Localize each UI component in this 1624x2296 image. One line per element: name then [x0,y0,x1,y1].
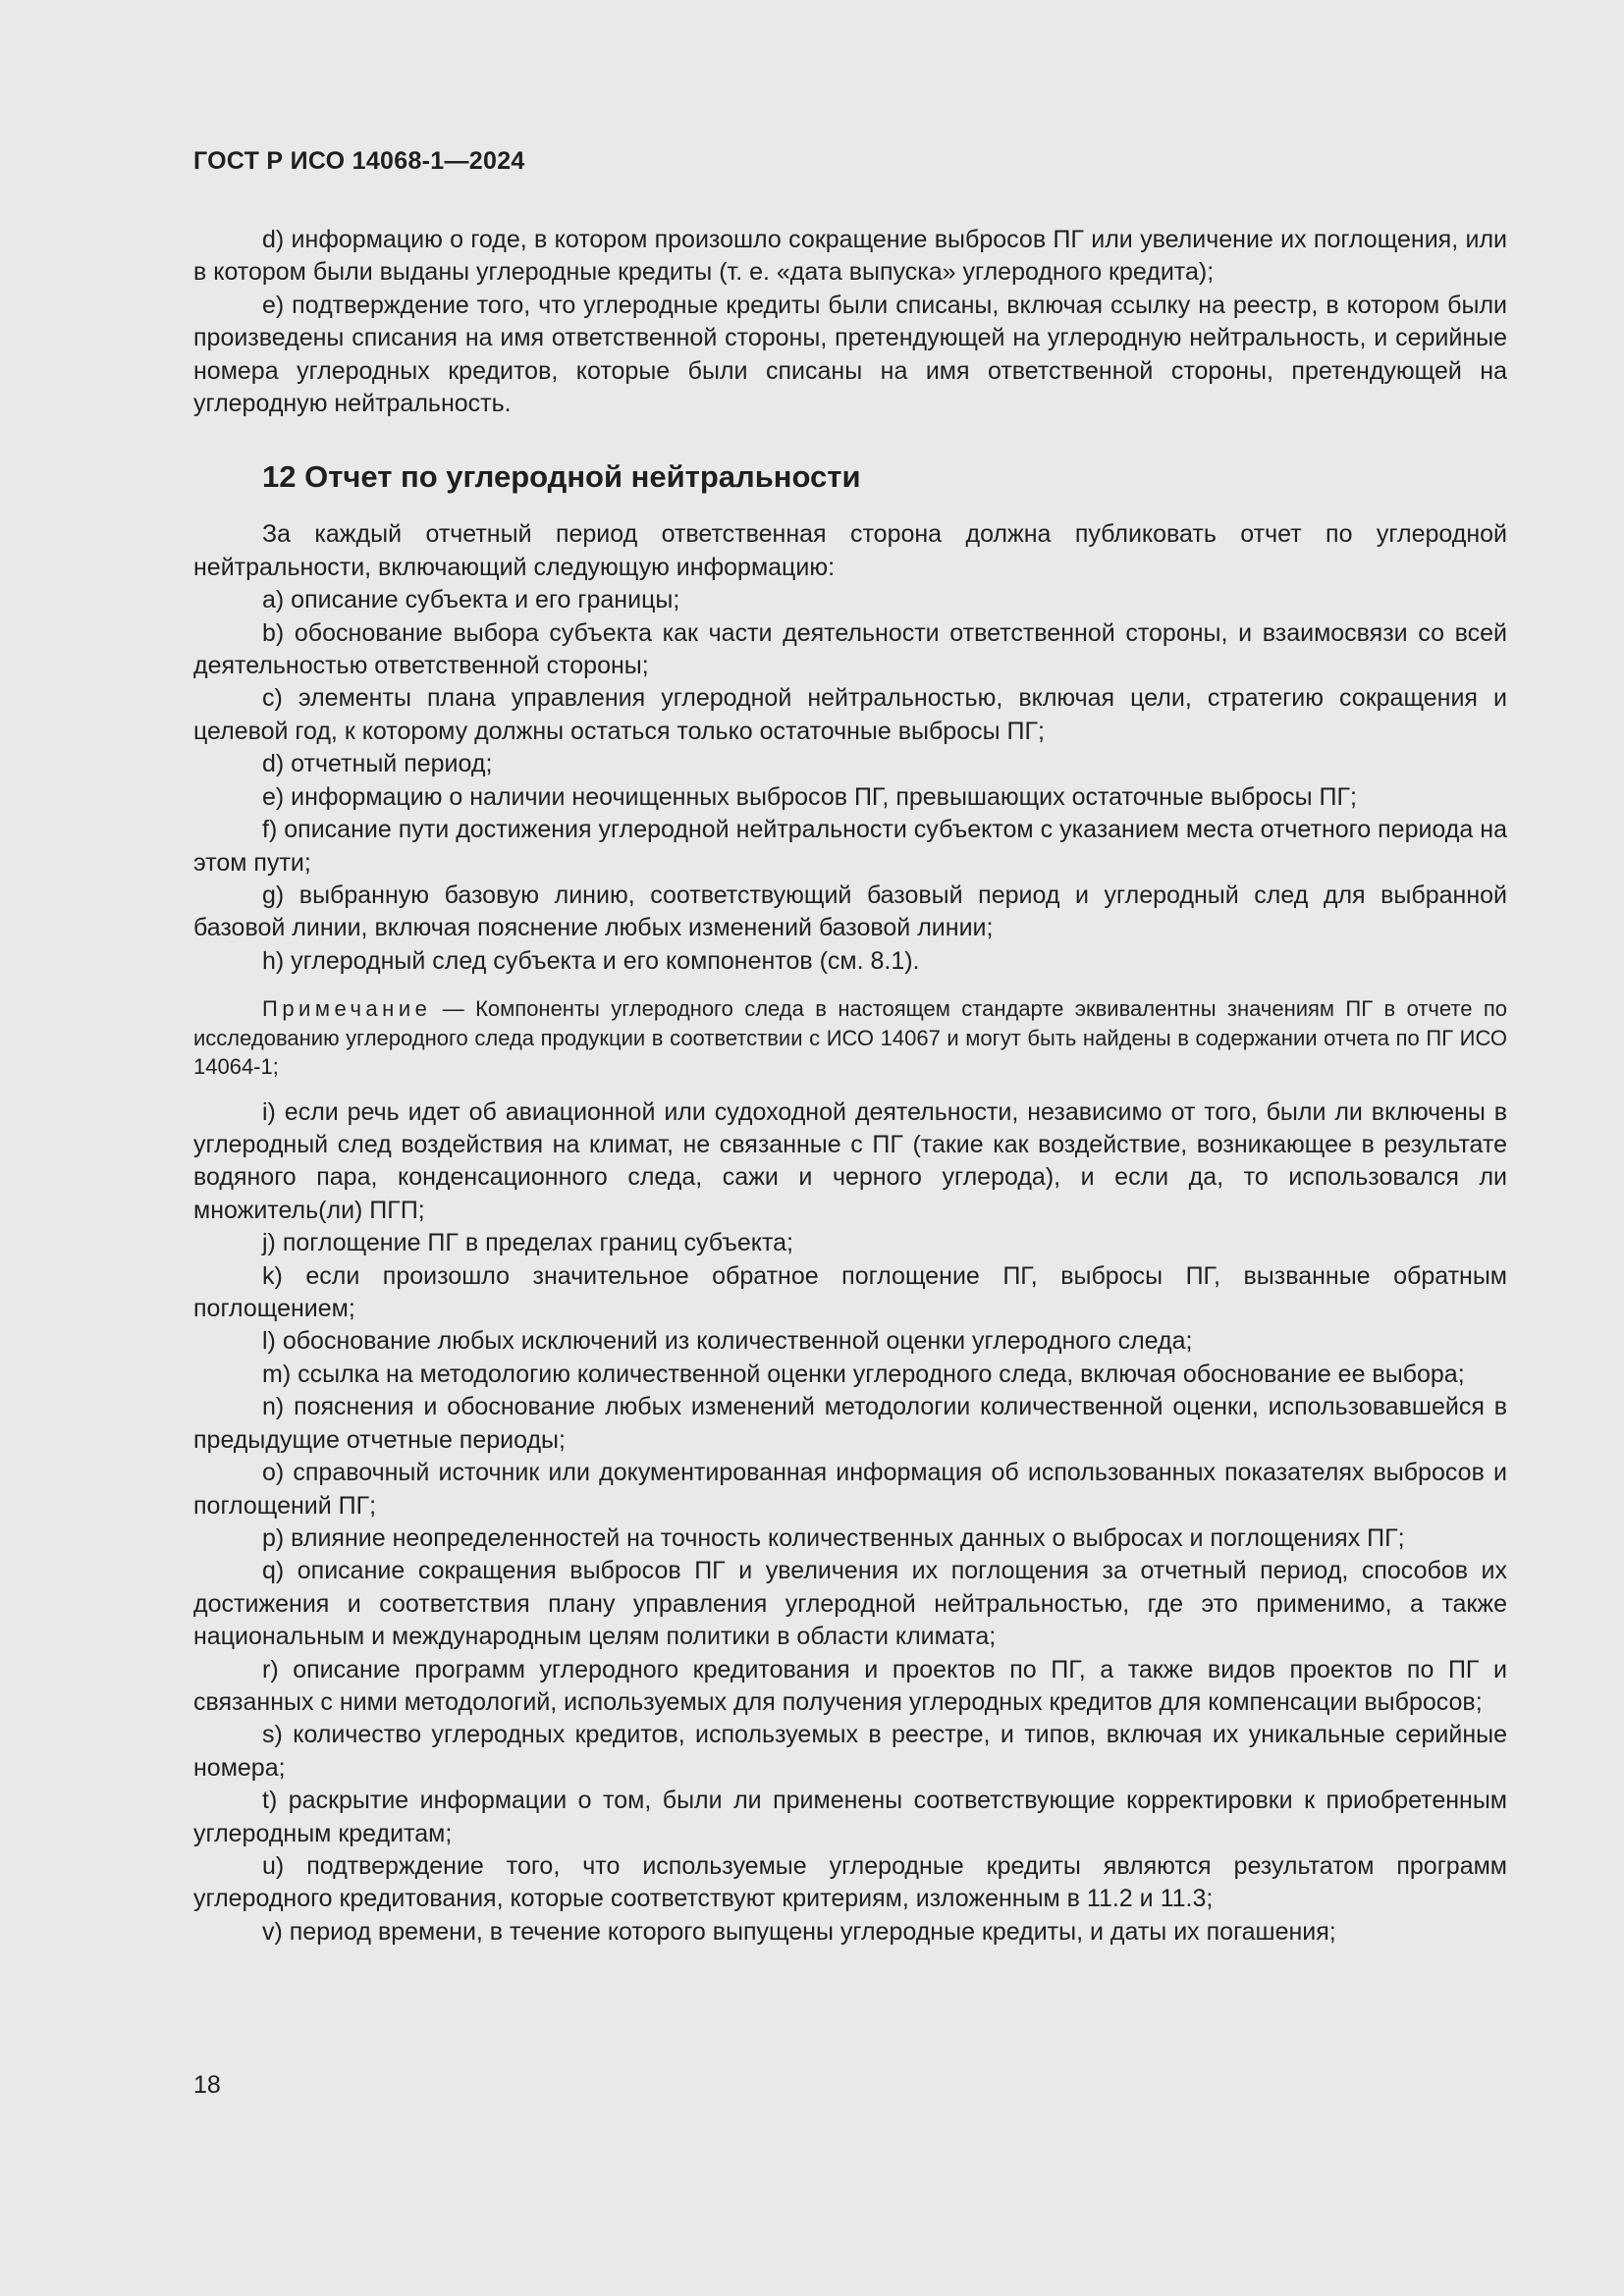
list-item: k) если произошло значительное обратное поглощение ПГ, выбросы ПГ, вызванные обратным поглощением; [193,1261,1507,1323]
list-item: n) пояснения и обоснование любых изменений методологии количественной оценки, использовавшейся в предыдущие отчетные периоды; [193,1393,1507,1454]
list-item: i) если речь идет об авиационной или судоходной деятельности, независимо от того, были ли включены в углеродный след воздействия на климат, не связанные с ПГ (такие как воздействие, возникающее в результате водяного пара, конденсационного следа, сажи и черного углерода), и если да, то использовался ли множитель(ли) ПГП; [193,1097,1507,1224]
list-item: r) описание программ углеродного кредитования и проектов по ПГ, а также видов проектов по ПГ и связанных с ними методологий, используемых для получения углеродных кредитов для компенсации выбросов; [193,1655,1507,1716]
list-item: h) углеродный след субъекта и его компонентов (см. 8.1). [262,946,920,975]
list-item: d) отчетный период; [262,750,493,778]
list-item: m) ссылка на методологию количественной оценки углеродного следа, включая обоснование ее выбора; [262,1360,1465,1388]
section-lead: За каждый отчетный период ответственная сторона должна публиковать отчет по углеродной нейтральности, включающий следующую информацию: [193,520,1507,581]
list-item: t) раскрытие информации о том, были ли применены соответствующие корректировки к приобретенным углеродным кредитам; [193,1787,1507,1847]
section-title: 12 Отчет по углеродной нейтральности [262,459,861,495]
list-item: c) элементы плана управления углеродной нейтральностью, включая цели, стратегию сокращения и целевой год, к которому должны остаться только остаточные выбросы ПГ; [193,684,1507,745]
list-item: a) описание субъекта и его границы; [262,586,680,614]
document-header: ГОСТ Р ИСО 14068-1—2024 [193,147,525,175]
list-item: s) количество углеродных кредитов, используемых в реестре, и типов, включая их уникальные серийные номера; [193,1721,1507,1782]
note-label: Примечание [262,996,432,1022]
list-item: d) информацию о годе, в котором произошло сокращение выбросов ПГ или увеличение их поглощения, или в котором были выданы углеродные кредиты (т. е. «дата выпуска» углеродного кредита); [193,226,1507,287]
document-body [193,224,1507,1949]
list-item: q) описание сокращения выбросов ПГ и увеличения их поглощения за отчетный период, способов их достижения и соответствия плану управления углеродной нейтральностью, где это применимо, а также национальным и международным целям политики в области климата; [193,1557,1507,1651]
list-item: j) поглощение ПГ в пределах границ субъекта; [262,1229,793,1257]
page-number: 18 [193,2071,221,2099]
list-item: o) справочный источник или документированная информация об использованных показателях выбросов и поглощений ПГ; [193,1459,1507,1520]
list-item: f) описание пути достижения углеродной нейтральности субъектом с указанием места отчетного периода на этом пути; [193,816,1507,877]
list-item: v) период времени, в течение которого выпущены углеродные кредиты, и даты их погашения; [262,1917,1336,1946]
note-text: — Компоненты углеродного следа в настоящем стандарте эквивалентны значениям ПГ в отчете по исследованию углеродного следа продукции в соответствии с ИСО 14067 и могут быть найдены в содержании отчета по ПГ ИСО 14064-1; [193,996,1507,1080]
list-item: l) обоснование любых исключений из количественной оценки углеродного следа; [262,1327,1193,1356]
list-item: b) обоснование выбора субъекта как части деятельности ответственной стороны, и взаимосвязи со всей деятельностью ответственной стороны; [193,618,1507,680]
list-item: u) подтверждение того, что используемые углеродные кредиты являются результатом программ углеродного кредитования, которые соответствуют критериям, изложенным в 11.2 и 11.3; [193,1851,1507,1913]
list-item: e) информацию о наличии неочищенных выбросов ПГ, превышающих остаточные выбросы ПГ; [262,782,1357,811]
note [193,994,1507,1082]
list-item: g) выбранную базовую линию, соответствующий базовый период и углеродный след для выбранной базовой линии, включая пояснение любых изменений базовой линии; [193,881,1507,942]
list-item: p) влияние неопределенностей на точность количественных данных о выбросах и поглощениях ПГ; [262,1523,1405,1552]
list-item: e) подтверждение того, что углеродные кредиты были списаны, включая ссылку на реестр, в котором были произведены списания на имя ответственной стороны, претендующей на углеродную нейтральность, и серийные номера углеродных кредитов, которые были списаны на имя ответственной стороны, претендующей на углеродную нейтральность. [193,291,1507,418]
